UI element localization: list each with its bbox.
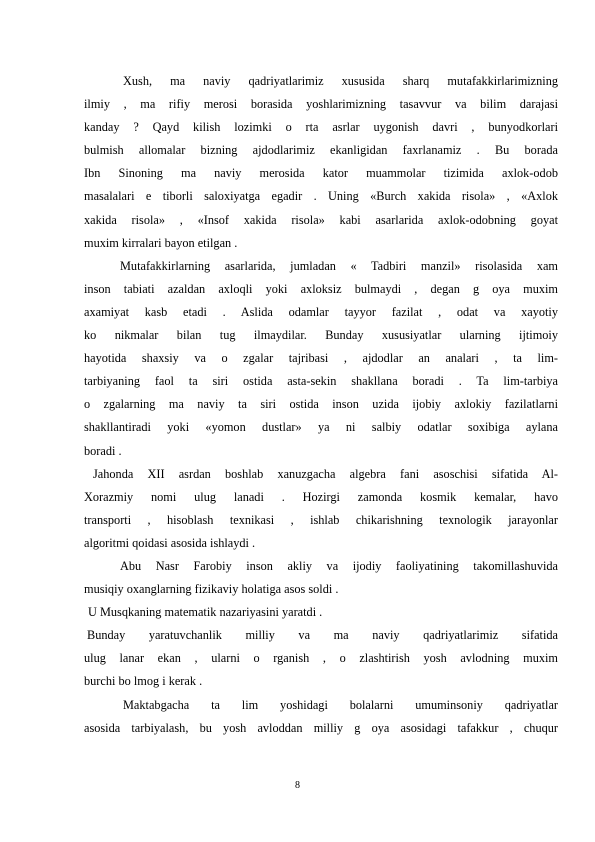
text-line: Xorazmiy nomi ulug lanadi . Hozirgi zamonda kosmik kemalar, havo [84, 489, 558, 504]
text-line: ilmiy , ma rifiy merosi borasida yoshlarimizning tasavvur va bilim darajasi [84, 97, 558, 112]
text-line: kanday ? Qayd kilish lozimki o rta asrlar uygonish davri , bunyodkorlari [84, 120, 558, 135]
paragraph [84, 463, 558, 555]
text-line: Xush, ma naviy qadriyatlarimiz xususida sharq mutafakkirlarimizning [123, 74, 558, 88]
text-line: axamiyat kasb etadi . Aslida odamlar tayyor fazilat , odat va xayotiy [84, 304, 558, 319]
text-line: transporti , hisoblash texnikasi , ishlab chikarishning texnologik jarayonlar [84, 512, 558, 527]
paragraph [84, 694, 558, 740]
text-line: bulmish allomalar bizning ajdodlarimiz ekanligidan faxrlanamiz . Bu borada [84, 143, 558, 158]
text-line: inson tabiati azaldan axloqli yoki axloksiz bulmaydi , degan g oya muxim [84, 281, 558, 296]
paragraph [84, 624, 558, 693]
text-line: o zgalarning ma naviy ta siri ostida inson uzida ijobiy axlokiy fazilatlarni [84, 397, 558, 412]
text-line: musiqiy oxanglarning fizikaviy holatiga asos soldi . [84, 582, 339, 597]
text-line: asosida tarbiyalash, bu yosh avloddan milliy g oya asosidagi tafakkur , chuqur [84, 720, 558, 735]
text-line: algoritmi qoidasi asosida ishlaydi . [84, 535, 256, 550]
paragraph [84, 255, 558, 463]
text-line: burchi bo lmog i kerak . [84, 674, 203, 689]
text-line: Abu Nasr Farobiy inson akliy va ijodiy faoliyatining takomillashuvida [120, 558, 558, 573]
document-page [84, 70, 558, 740]
text-line: masalalari e tiborli saloxiyatga egadir . Uning «Burch xakida risola» , «Axlok [84, 189, 558, 204]
text-line: Bunday yaratuvchanlik milliy va ma naviy qadriyatlarimiz sifatida [87, 628, 558, 643]
text-line: Ibn Sinoning ma naviy merosida kator muammolar tizimida axlok-odob [84, 166, 558, 181]
paragraph [84, 601, 558, 624]
text-line: Jahonda XII asrdan boshlab xanuzgacha algebra fani asoschisi sifatida Al- [93, 466, 558, 481]
text-line: tarbiyaning faol ta siri ostida asta-sekin shakllana boradi . Ta lim-tarbiya [84, 374, 558, 389]
text-line: muxim kirralari bayon etilgan . [84, 235, 238, 250]
text-line: hayotida shaxsiy va o zgalar tajribasi , ajdodlar an analari , ta lim- [84, 351, 558, 366]
text-line: boradi . [84, 443, 122, 458]
text-line: ulug lanar ekan , ularni o rganish , o zlashtirish yosh avlodning muxim [84, 651, 558, 666]
paragraph [84, 70, 558, 255]
text-line: U Musqkaning matematik nazariyasini yaratdi . [88, 605, 323, 620]
text-line: Mutafakkirlarning asarlarida, jumladan « Tadbiri manzil» risolasida xam [120, 258, 558, 273]
text-line: shakllantiradi yoki «yomon dustlar» ya ni salbiy odatlar soxibiga aylana [84, 420, 558, 435]
text-line: Maktabgacha ta lim yoshidagi bolalarni umuminsoniy qadriyatlar [123, 697, 558, 712]
paragraph [84, 555, 558, 601]
page-number: 8 [295, 780, 300, 791]
text-line: xakida risola» , «Insof xakida risola» kabi asarlarida axlok-odobning goyat [84, 212, 558, 227]
text-line: ko nikmalar bilan tug ilmaydilar. Bunday xususiyatlar ularning ijtimoiy [84, 328, 558, 343]
